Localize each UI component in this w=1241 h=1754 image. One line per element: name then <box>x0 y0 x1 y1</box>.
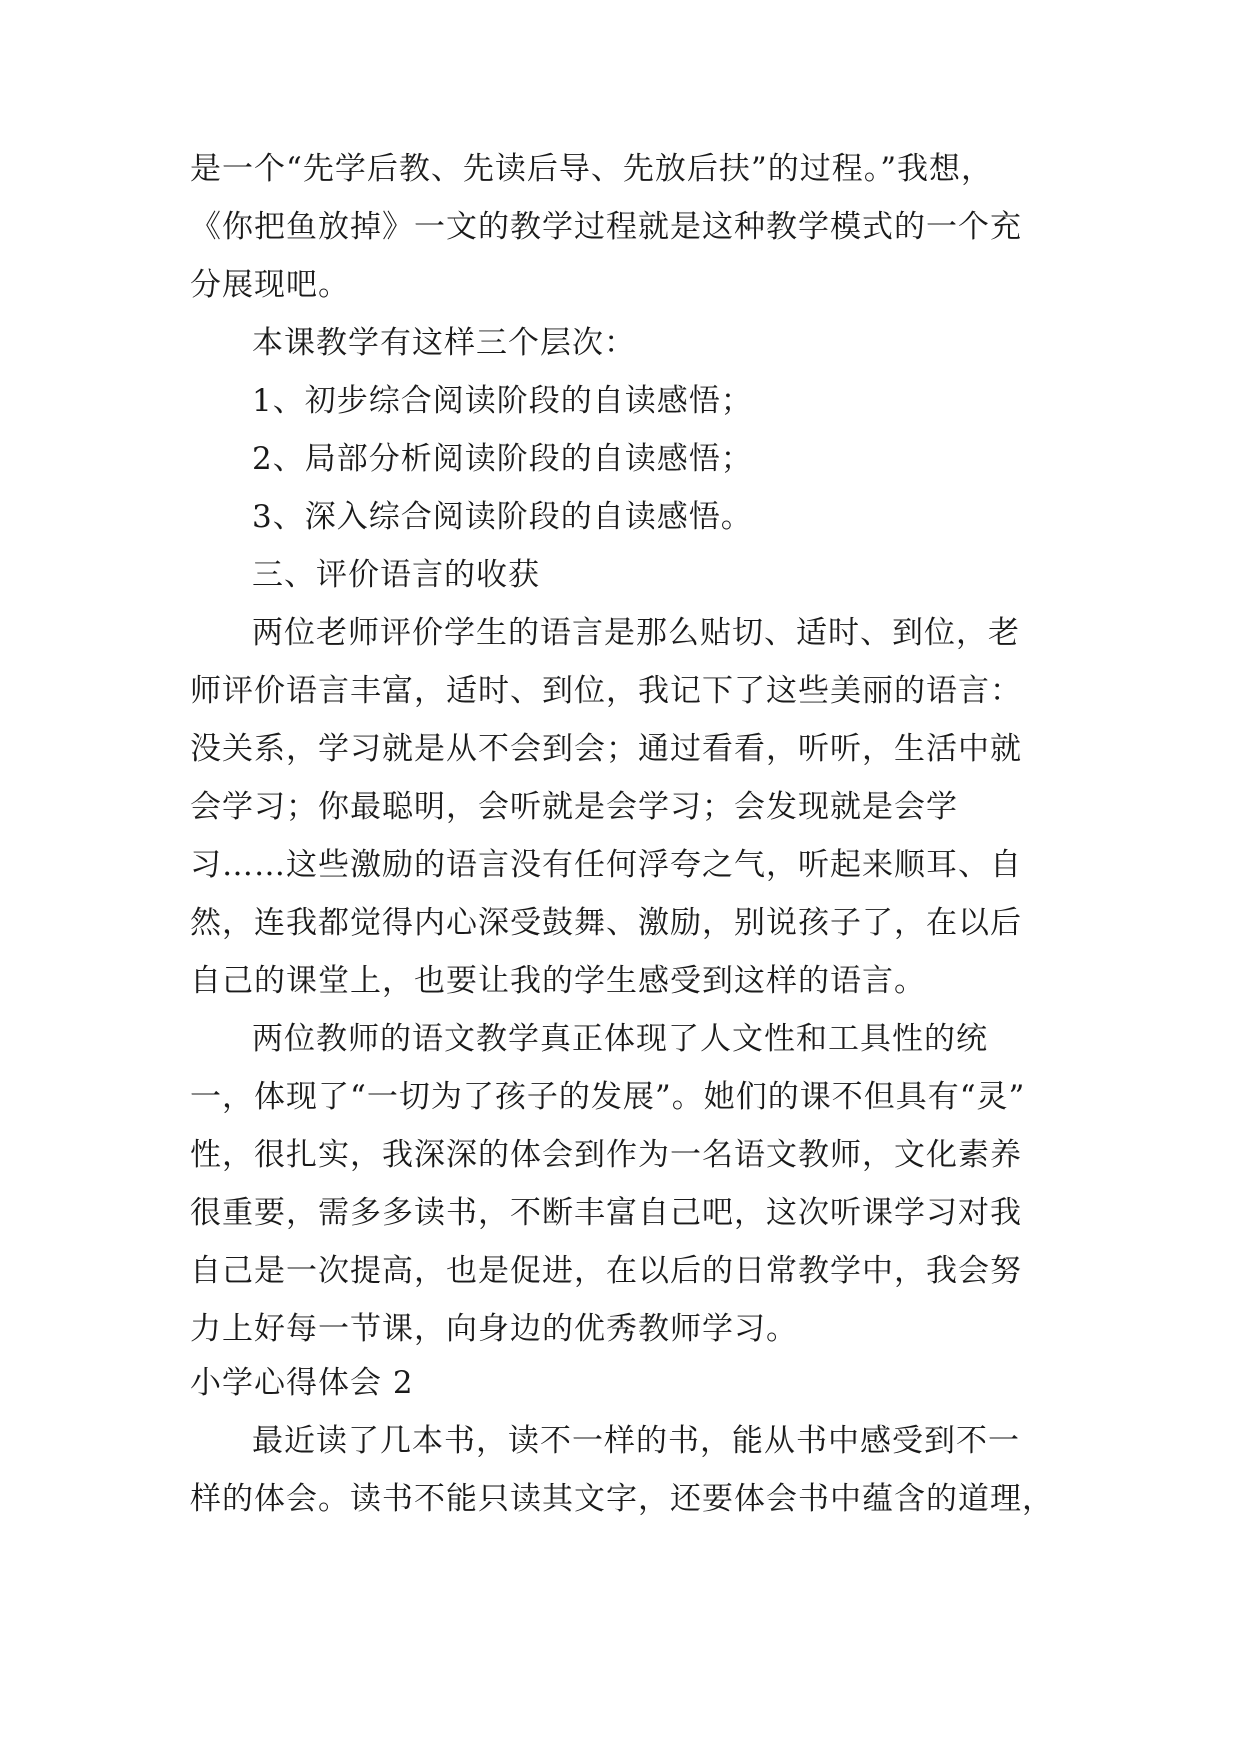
text-line: 自己是一次提高，也是促进，在以后的日常教学中，我会努 <box>190 1253 1022 1289</box>
article-title: 小学心得体会 2 <box>190 1365 414 1401</box>
text-line: 很重要，需多多读书，不断丰富自己吧，这次听课学习对我 <box>190 1195 1022 1231</box>
section-heading: 三、评价语言的收获 <box>252 557 540 593</box>
text-line: 师评价语言丰富，适时、到位，我记下了这些美丽的语言： <box>190 673 1022 709</box>
text-line: 分展现吧。 <box>190 267 350 303</box>
text-line: 力上好每一节课，向身边的优秀教师学习。 <box>190 1311 798 1347</box>
text-line: 自己的课堂上，也要让我的学生感受到这样的语言。 <box>190 963 926 999</box>
list-item: 2、局部分析阅读阶段的自读感悟； <box>252 441 753 477</box>
text-line: 《你把鱼放掉》一文的教学过程就是这种教学模式的一个充 <box>190 209 1022 245</box>
list-item: 1、初步综合阅读阶段的自读感悟； <box>252 383 753 419</box>
text-line: 最近读了几本书，读不一样的书，能从书中感受到不一 <box>252 1423 1020 1459</box>
text-line: 然，连我都觉得内心深受鼓舞、激励，别说孩子了，在以后 <box>190 905 1022 941</box>
text-line: 是一个“先学后教、先读后导、先放后扶”的过程。”我想， <box>190 151 994 187</box>
text-line: 两位老师评价学生的语言是那么贴切、适时、到位，老 <box>252 615 1020 651</box>
text-line: 两位教师的语文教学真正体现了人文性和工具性的统 <box>252 1021 988 1057</box>
text-line: 习……这些激励的语言没有任何浮夸之气，听起来顺耳、自 <box>190 847 1022 883</box>
text-line: 性，很扎实，我深深的体会到作为一名语文教师，文化素养 <box>190 1137 1022 1173</box>
list-item: 3、深入综合阅读阶段的自读感悟。 <box>252 499 753 535</box>
text-line: 一，体现了“一切为了孩子的发展”。她们的课不但具有“灵” <box>190 1079 1026 1115</box>
text-line: 本课教学有这样三个层次： <box>252 325 636 361</box>
text-line: 样的体会。读书不能只读其文字，还要体会书中蕴含的道理， <box>190 1481 1054 1517</box>
text-line: 会学习；你最聪明，会听就是会学习；会发现就是会学 <box>190 789 958 825</box>
text-line: 没关系，学习就是从不会到会；通过看看，听听，生活中就 <box>190 731 1022 767</box>
